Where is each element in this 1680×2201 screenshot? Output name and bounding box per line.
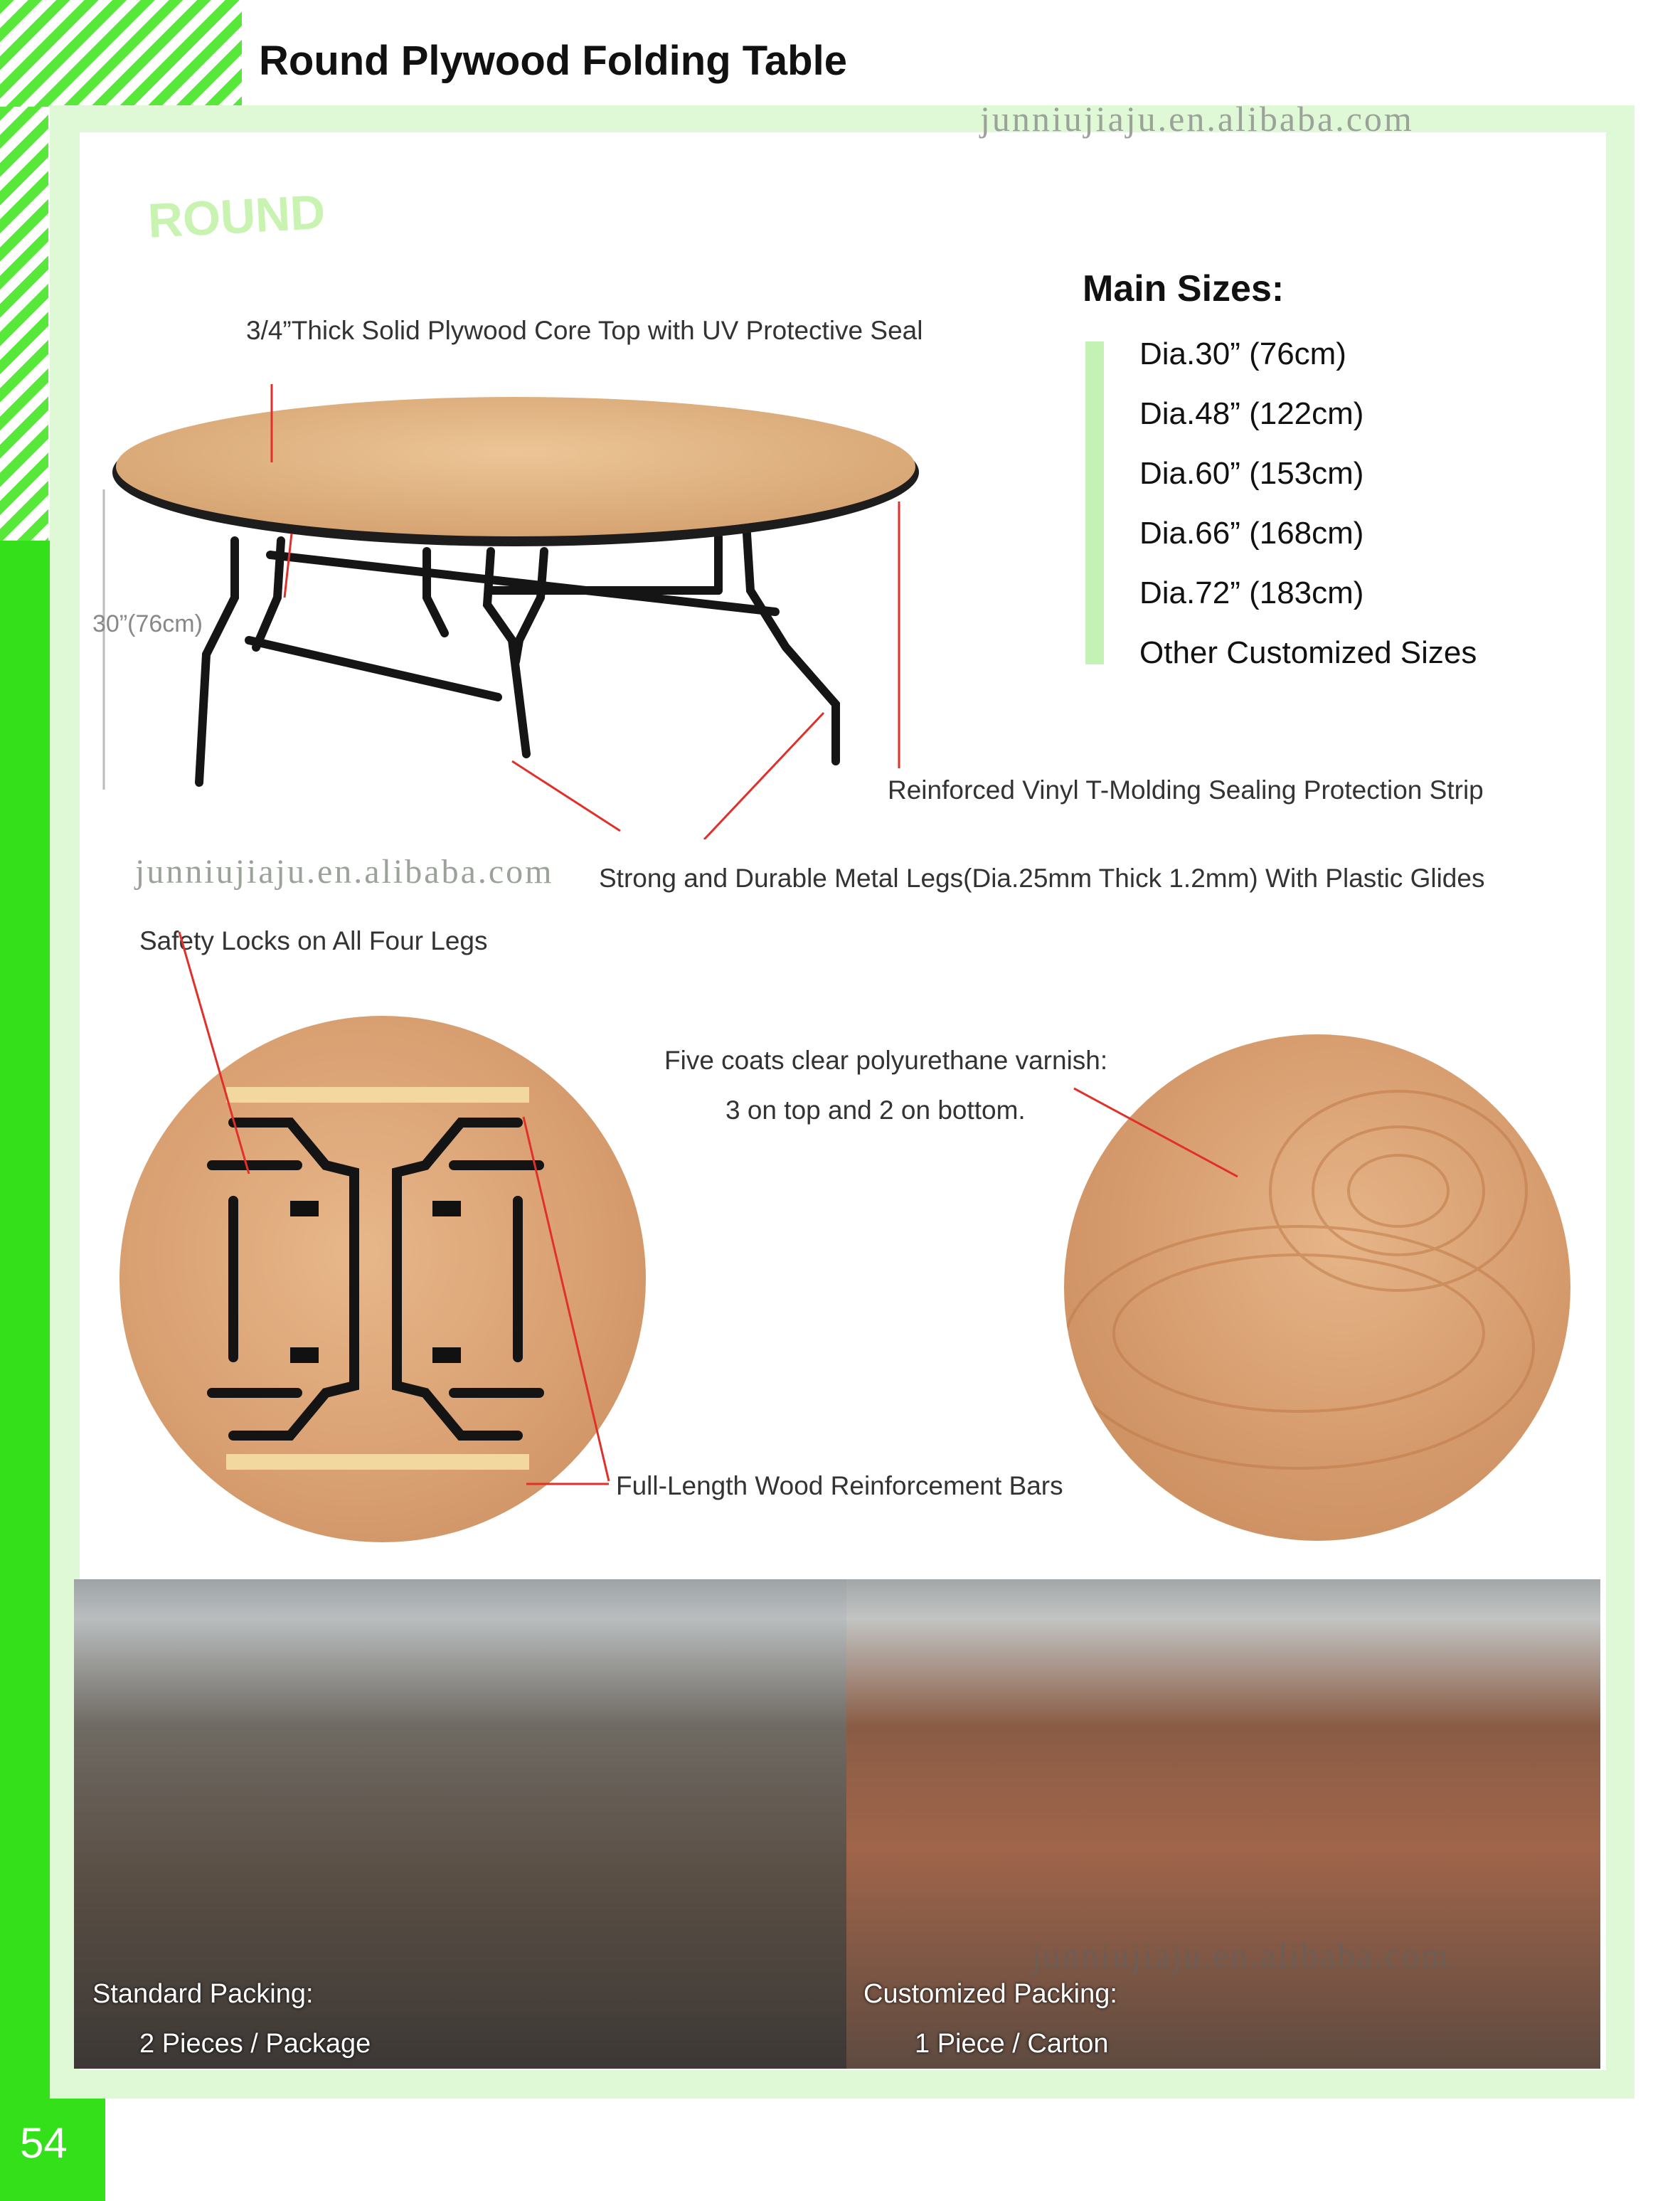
size-item: Dia.60” (153cm) <box>1139 456 1364 491</box>
callout-legs: Strong and Durable Metal Legs(Dia.25mm Thick 1.2mm) With Plastic Glides <box>599 864 1485 893</box>
standard-packing-photo <box>74 1579 846 2069</box>
callout-varnish-line2: 3 on top and 2 on bottom. <box>725 1096 1026 1125</box>
custom-packing-value: 1 Piece / Carton <box>915 2029 1109 2059</box>
size-item: Dia.72” (183cm) <box>1139 576 1364 610</box>
callout-top: 3/4”Thick Solid Plywood Core Top with UV Protective Seal <box>246 316 923 345</box>
standard-packing-label: Standard Packing: <box>92 1979 314 2009</box>
custom-packing-label: Customized Packing: <box>863 1979 1117 2009</box>
packing-photos <box>74 1579 1600 2069</box>
round-badge: ROUND <box>147 184 327 248</box>
custom-packing-photo <box>846 1579 1600 2069</box>
size-item: Other Customized Sizes <box>1139 635 1477 670</box>
callout-strip: Reinforced Vinyl T-Molding Sealing Protection Strip <box>888 775 1484 805</box>
sizes-heading: Main Sizes: <box>1083 268 1285 309</box>
watermark: junniujiaju.en.alibaba.com <box>1031 1937 1450 1975</box>
watermark: junniujiaju.en.alibaba.com <box>135 853 554 891</box>
standard-packing-value: 2 Pieces / Package <box>139 2029 371 2059</box>
size-item: Dia.30” (76cm) <box>1139 336 1346 371</box>
callout-bars: Full-Length Wood Reinforcement Bars <box>616 1471 1063 1500</box>
callout-locks: Safety Locks on All Four Legs <box>139 926 488 955</box>
height-label: 30”(76cm) <box>92 610 203 637</box>
size-item: Dia.66” (168cm) <box>1139 516 1364 551</box>
page-title: Round Plywood Folding Table <box>259 38 847 84</box>
watermark: junniujiaju.en.alibaba.com <box>980 99 1414 139</box>
size-item: Dia.48” (122cm) <box>1139 396 1364 431</box>
page-number: 54 <box>20 2119 68 2167</box>
callout-varnish-line1: Five coats clear polyurethane varnish: <box>664 1046 1108 1075</box>
